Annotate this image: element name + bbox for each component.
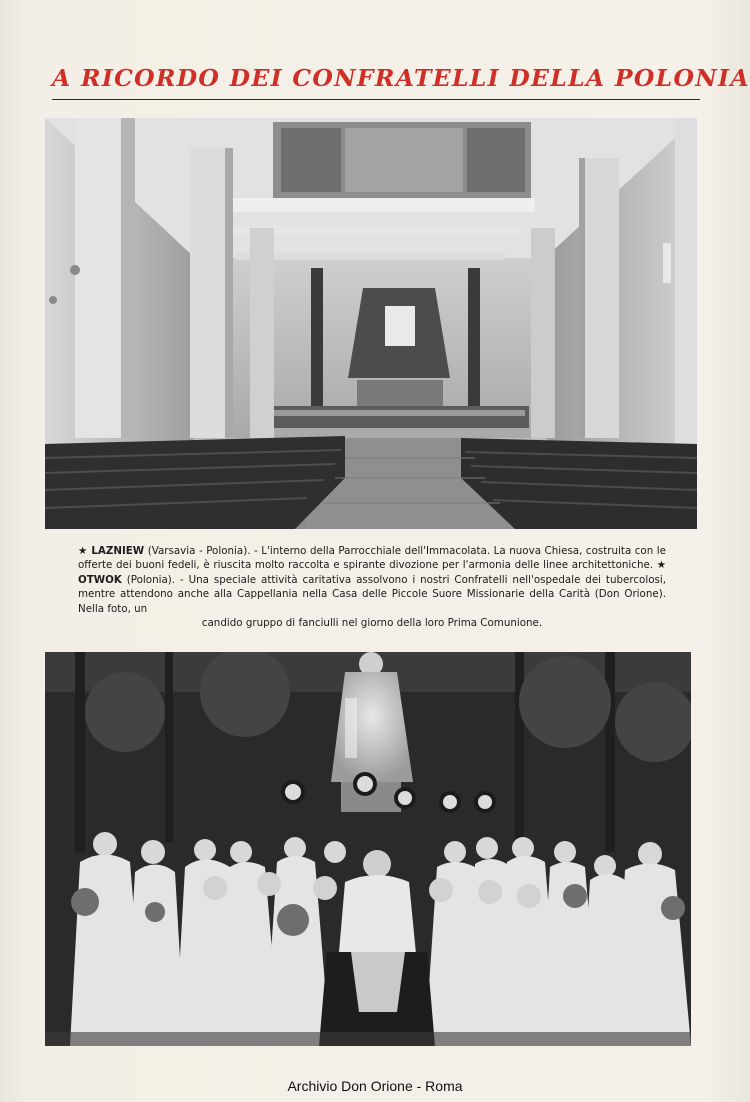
page-title: A RICORDO DEI CONFRATELLI DELLA POLONIA [52,64,750,92]
church-interior-illustration [45,118,697,529]
caption-text-lazniew: (Varsavia - Polonia). - L'interno della Parrocchiale dell'Immacolata. La nuova Chiesa, costruita con le offerte dei buoni fedeli, è riuscita molto raccolta e spirante divozione per l'armonia delle linee architettoniche. [78,545,666,572]
church-interior-photo [45,118,697,529]
photo-caption [78,544,666,630]
first-communion-group-photo [45,652,691,1046]
first-communion-illustration [45,652,691,1046]
archive-footer: Archivio Don Orione - Roma [287,1078,463,1094]
title-underline [52,99,700,100]
star-bullet: ★ [656,559,666,572]
caption-place-otwok: OTWOK [78,573,122,586]
caption-text-otwok: (Polonia). - Una speciale attività caritativa assolvono i nostri Confratelli nell'ospedale dei tubercolosi, mentre attendono anche alla Cappellania nella Casa delle Piccole Suore Missionarie della Carità (Don Orione). Nella foto, un [78,573,666,615]
star-bullet: ★ [78,545,88,557]
caption-last-line: candido gruppo di fanciulli nel giorno della loro Prima Comunione. [201,617,543,630]
caption-place-lazniew: LAZNIEW [91,545,145,557]
